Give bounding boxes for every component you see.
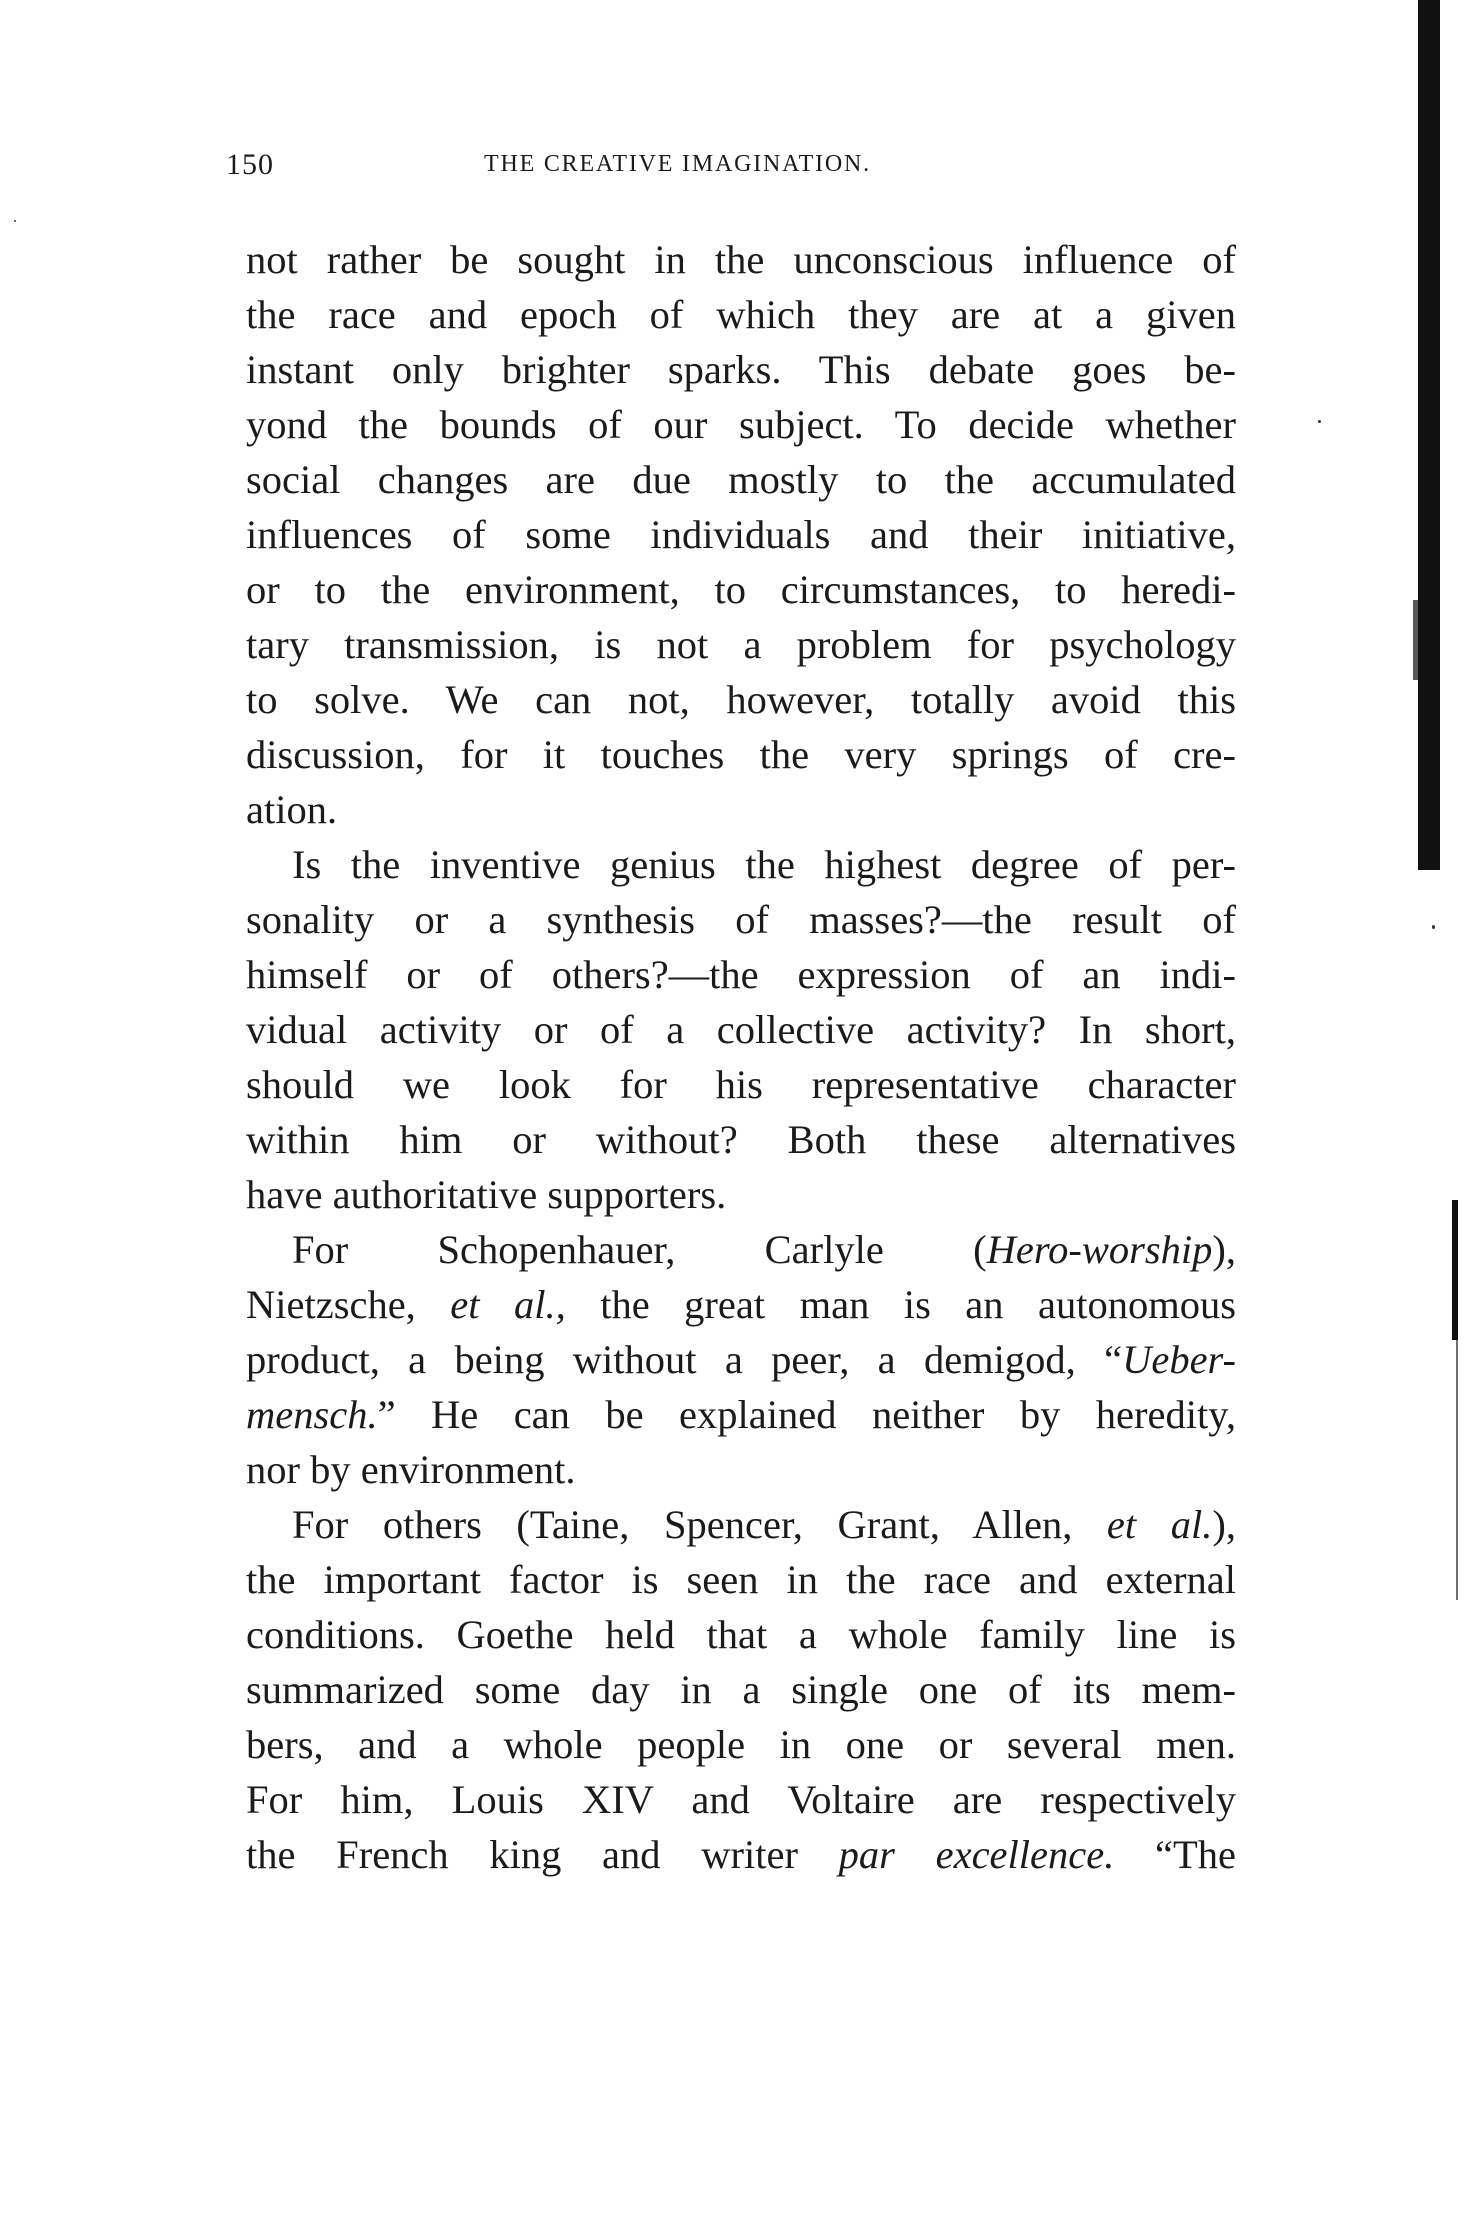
text-line: yond the bounds of our subject. To decide whether (246, 402, 1236, 447)
text-line: to solve. We can not, however, totally avoid this (246, 677, 1236, 722)
text-line: summarized some day in a single one of its mem- (246, 1667, 1236, 1712)
text-line: or to the environment, to circumstances, to heredi- (246, 567, 1236, 612)
body-text (246, 232, 1236, 1882)
scan-speck (14, 220, 16, 222)
text-line: the race and epoch of which they are at a given (246, 292, 1236, 337)
page-number: 150 (226, 148, 274, 181)
text-line: the important factor is seen in the race and external (246, 1557, 1236, 1602)
text-line: social changes are due mostly to the accumulated (246, 457, 1236, 502)
text-line: tary transmission, is not a problem for psychology (246, 622, 1236, 667)
text-line: mensch.” He can be explained neither by heredity, (246, 1392, 1236, 1437)
text-line: conditions. Goethe held that a whole family line is (246, 1612, 1236, 1657)
page-header (226, 148, 1236, 188)
text-line: instant only brighter sparks. This debate goes be- (246, 347, 1236, 392)
text-line: For others (Taine, Spencer, Grant, Allen, et al.), (292, 1502, 1236, 1547)
text-line: discussion, for it touches the very springs of cre- (246, 732, 1236, 777)
text-line: vidual activity or of a collective activity? In short, (246, 1007, 1236, 1052)
text-line: influences of some individuals and their initiative, (246, 512, 1236, 557)
text-line: the French king and writer par excellence. “The (246, 1832, 1236, 1877)
text-line: himself or of others?—the expression of an indi- (246, 952, 1236, 997)
scan-edge-shadow (1413, 600, 1421, 680)
text-line: Nietzsche, et al., the great man is an autonomous (246, 1282, 1236, 1327)
text-line: product, a being without a peer, a demigod, “Ueber- (246, 1337, 1236, 1382)
running-head: THE CREATIVE IMAGINATION. (484, 151, 871, 177)
scan-edge-shadow (1452, 1200, 1458, 1340)
text-line: bers, and a whole people in one or several men. (246, 1722, 1236, 1767)
text-line: ation. (246, 787, 338, 832)
scan-edge-shadow (1456, 1340, 1458, 1600)
scan-speck (1432, 925, 1435, 929)
scan-edge-shadow (1418, 0, 1440, 870)
text-line: have authoritative supporters. (246, 1172, 727, 1217)
text-line: For him, Louis XIV and Voltaire are respectively (246, 1777, 1236, 1822)
text-line: For Schopenhauer, Carlyle (Hero-worship), (292, 1227, 1236, 1272)
text-line: nor by environment. (246, 1447, 576, 1492)
text-line: Is the inventive genius the highest degree of per- (292, 842, 1236, 887)
scan-speck (1318, 420, 1321, 423)
text-line: not rather be sought in the unconscious influence of (246, 237, 1236, 282)
text-line: sonality or a synthesis of masses?—the result of (246, 897, 1236, 942)
text-line: should we look for his representative character (246, 1062, 1236, 1107)
text-line: within him or without? Both these alternatives (246, 1117, 1236, 1162)
